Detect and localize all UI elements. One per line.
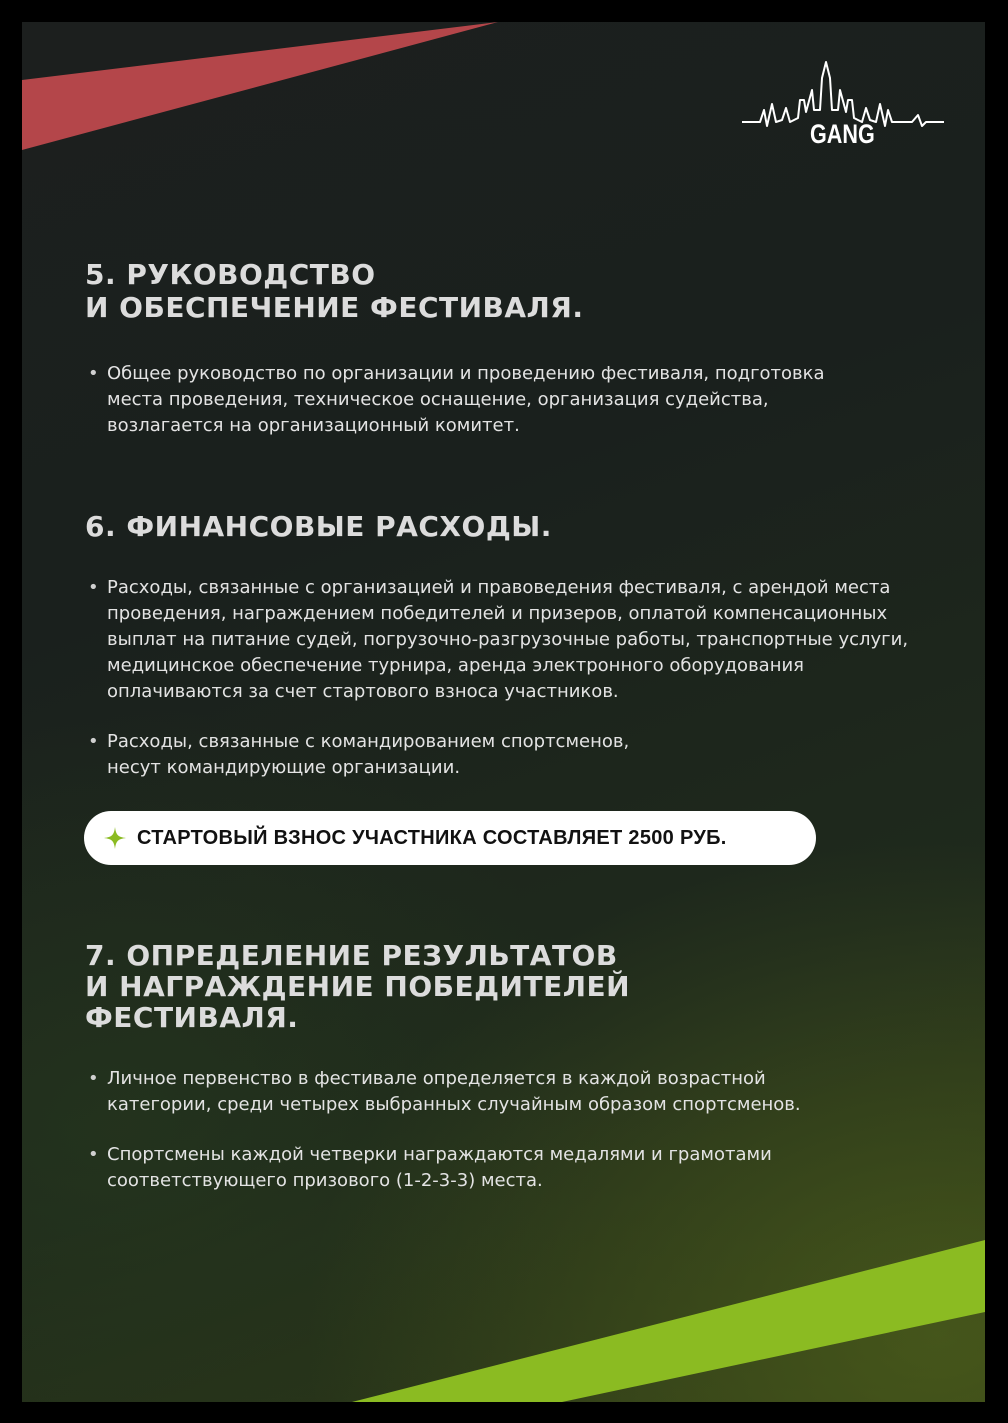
bullet-dot: • — [88, 577, 99, 598]
fee-callout-text: СТАРТОВЫЙ ВЗНОС УЧАСТНИКА СОСТАВЛЯЕТ 2500 РУБ. — [137, 827, 727, 849]
bottom-green-stripe — [352, 1240, 985, 1402]
decorative-stripes — [22, 22, 985, 1402]
section7-title-line1: 7. ОПРЕДЕЛЕНИЕ РЕЗУЛЬТАТОВ — [85, 939, 618, 972]
bullet-dot: • — [88, 363, 99, 384]
bullet-line: Личное первенство в фестивале определяется в каждой возрастной — [107, 1068, 766, 1089]
section7-bullet-1 — [88, 1066, 957, 1118]
section7-bullet-2 — [88, 1142, 957, 1194]
bullet-line: оплачиваются за счет стартового взноса участников. — [107, 681, 619, 702]
bullet-line: выплат на питание судей, погрузочно-разгрузочные работы, транспортные услуги, — [107, 629, 909, 650]
section5-bullet-1 — [88, 361, 957, 439]
bullet-line: Расходы, связанные с командированием спортсменов, — [107, 731, 630, 752]
bullet-line: возлагается на организационный комитет. — [107, 415, 520, 436]
section6-bullet-1 — [88, 575, 957, 705]
section5-title-line1: 5. РУКОВОДСТВО — [85, 258, 376, 291]
section6-bullet-2 — [88, 729, 957, 781]
section5-title-line2: И ОБЕСПЕЧЕНИЕ ФЕСТИВАЛЯ. — [85, 291, 584, 324]
bullet-line: соответствующего призового (1-2-3-3) места. — [107, 1170, 543, 1191]
section5-title — [85, 258, 584, 324]
bullet-line: категории, среди четырех выбранных случайным образом спортсменов. — [107, 1094, 801, 1115]
bullet-dot: • — [88, 731, 99, 752]
section7-title — [85, 940, 630, 1033]
bullet-dot: • — [88, 1068, 99, 1089]
bullet-line: проведения, награждением победителей и призеров, оплатой компенсационных — [107, 603, 888, 624]
sparkle-icon — [104, 827, 126, 849]
section7-title-line3: ФЕСТИВАЛЯ. — [85, 1001, 299, 1034]
bullet-line: места проведения, техническое оснащение, организация судейства, — [107, 389, 769, 410]
logo-text: GANG — [810, 119, 875, 149]
bullet-line: несут командирующие организации. — [107, 757, 461, 778]
bullet-line: Спортсмены каждой четверки награждаются медалями и грамотами — [107, 1144, 772, 1165]
bullet-dot: • — [88, 1144, 99, 1165]
section7-title-line2: И НАГРАЖДЕНИЕ ПОБЕДИТЕЛЕЙ — [85, 970, 631, 1003]
section6-title-line1: 6. ФИНАНСОВЫЕ РАСХОДЫ. — [85, 510, 552, 543]
fee-callout — [84, 811, 816, 865]
document-page — [22, 22, 985, 1402]
bullet-line: Общее руководство по организации и проведению фестиваля, подготовка — [107, 363, 825, 384]
top-red-stripe — [22, 22, 498, 150]
section6-title — [85, 510, 552, 543]
bullet-line: Расходы, связанные с организацией и правоведения фестиваля, с арендой места — [107, 577, 891, 598]
bullet-line: медицинское обеспечение турнира, аренда электронного оборудования — [107, 655, 805, 676]
